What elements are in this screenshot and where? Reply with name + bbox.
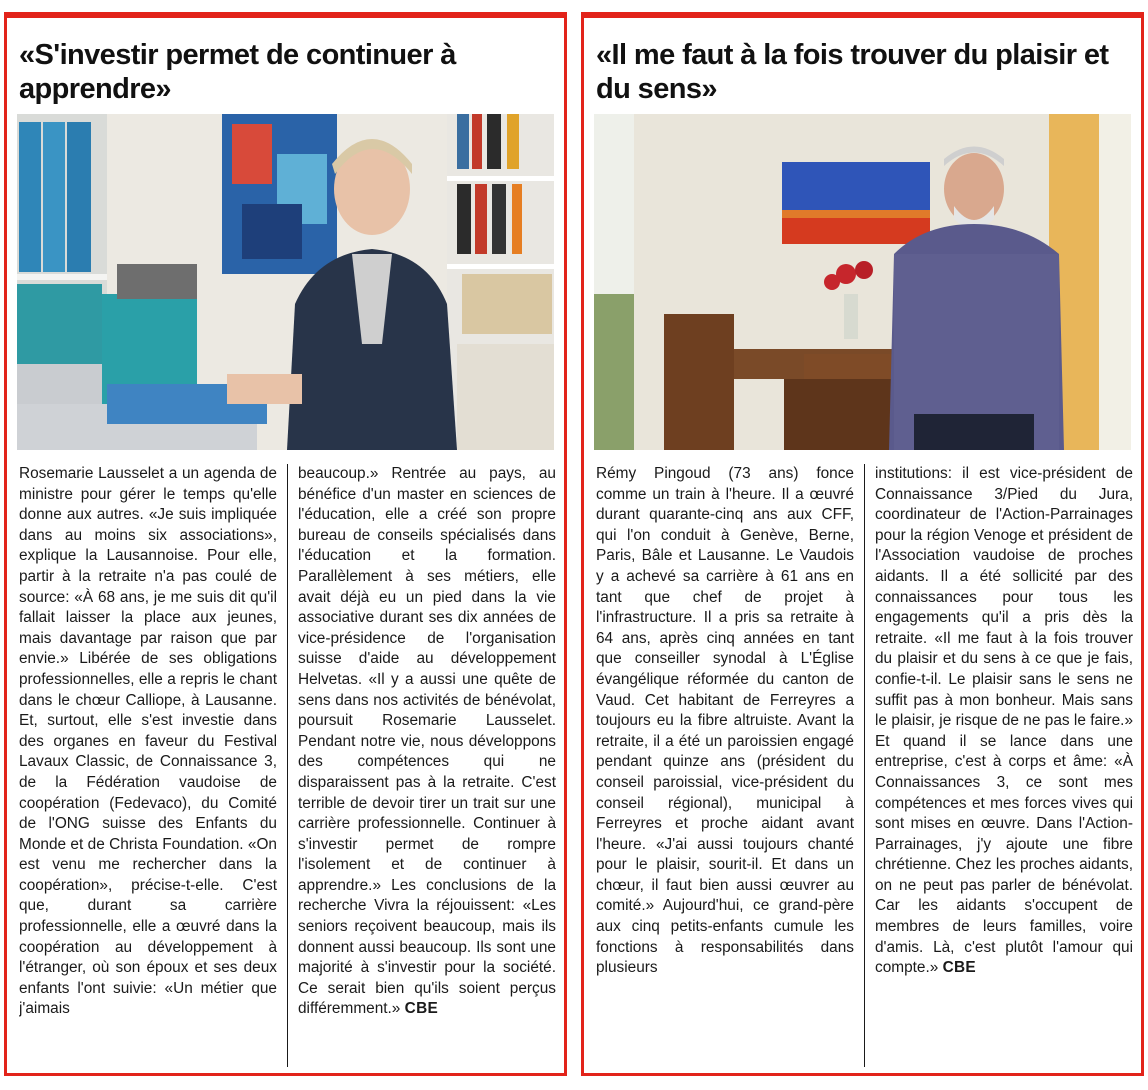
article-left-photo bbox=[17, 114, 554, 450]
article-left-body bbox=[19, 464, 556, 1067]
article-left-column-1: Rosemarie Lausselet a un agenda de ministre pour gérer le temps qu'elle donne aux autres. «Je suis impliquée dans au moins six associations», explique la Lausannoise. Pour elle, partir à la retraite n'a pas coulé de source: «À 68 ans, je me suis dit qu'il fallait laisser la place aux jeunes, mais davantage par raison que par envie.» Libérée de ses obligations professionnelles, elle a repris le chant dans le chœur Calliope, à Lausanne. Et, surtout, elle s'est investie dans des organes en faveur du Festival Lavaux Classic, de Connaissance 3, de la Fédération vaudoise de coopération (Fedevaco), du Comité de l'ONG suisse des Enfants du Monde et de Christa Foundation. «On est venu me rechercher dans la coopération», précise-t-elle. C'est que, durant sa carrière professionnelle, elle a œuvré dans la coopération au développement à l'étranger, où son époux et ses deux enfants l'ont suivie: «Un métier que j'aimais bbox=[19, 465, 277, 1018]
article-left-column-2 bbox=[287, 464, 556, 1067]
article-right-signature: CBE bbox=[942, 959, 976, 977]
article-left-signature: CBE bbox=[404, 1000, 439, 1018]
article-left-column-2-text: beaucoup.» Rentrée au pays, au bénéfice d'un master en sciences de l'éducation, elle a créé son propre bureau de conseils spécialisés dans l'éducation et la formation. Parallèlement à ses métiers, elle avait déjà eu un pied dans la vie associative durant ses dix années de vice-présidence de l'organisation suisse d'aide au développement Helvetas. «Il y a aussi une quête de sens dans nos activités de bénévolat, poursuit Rosemarie Lausselet. Pendant notre vie, nous développons des compétences qui ne disparaissent pas à la retraite. C'est terrible de devoir tirer un trait sur une carrière professionnelle. Continuer à s'investir permet de rompre l'isolement et de continuer à apprendre.» Les conclusions de la recherche Vivra la réjouissent: «Les seniors reçoivent beaucoup, mais ils donnent aussi beaucoup. Ils sont une majorité à s'investir pour la société. Ce serait bien qu'ils soient perçus différemment.» bbox=[298, 465, 556, 1018]
article-right-column-2 bbox=[864, 464, 1133, 1067]
article-left bbox=[4, 12, 567, 1076]
article-right-body bbox=[596, 464, 1133, 1067]
article-right-headline: «Il me faut à la fois trouver du plaisir et du sens» bbox=[596, 39, 1109, 105]
article-right bbox=[581, 12, 1144, 1076]
article-left-headline: «S'investir permet de continuer à apprendre» bbox=[19, 39, 456, 105]
article-right-column-2-text: institutions: il est vice-président de Connaissance 3/Pied du Jura, coordinateur de l'Action-Parrainages pour la région Venoge et président de l'Association vaudoise de proches aidants. Il a été sollicité par des connaissances pour tous les engagements qu'il a pris dès la retraite. «Il me faut à la fois trouver du plaisir et du sens à ce que je fais, confie-t-il. Le plaisir sans le sens ne suffit pas à mon bonheur. Mais sans le plaisir, je risque de ne pas le faire.» Et quand il se lance dans une entreprise, c'est à corps et âme: «À Connaissances 3, ce sont mes compétences et mes forces vives qui sont mises en œuvre. Dans l'Action-Parrainages, j'y ajoute une fibre chrétienne. Chez les proches aidants, on ne peut pas parler de bénévolat. Car les aidants s'occupent de membres de leurs familles, voire d'amis. Là, c'est plutôt l'amour qui compte.» bbox=[875, 465, 1133, 977]
article-right-column-1: Rémy Pingoud (73 ans) fonce comme un train à l'heure. Il a œuvré durant quarante-cinq ans aux CFF, qui l'on conduit à Genève, Berne, Paris, Bâle et Lausanne. Le Vaudois y a achevé sa carrière à 61 ans en tant que chef de projet à l'infrastructure. Il a pris sa retraite à 64 ans, après cinq années en tant que conseiller synodal à L'Église évangélique réformée du canton de Vaud. Cet habitant de Ferreyres a toujours eu la fibre altruiste. Avant la retraite, il a été un paroissien engagé pendant quinze ans (président du conseil paroissial, vice-président du conseil régional), municipal à Ferreyres et proche aidant avant l'heure. «J'ai aussi toujours chanté pour le plaisir, sourit-il. Et dans un chœur, il faut bien aussi œuvrer au comité.» Aujourd'hui, ce grand-père aux cinq petits-enfants cumule les fonctions à responsabilités dans plusieurs bbox=[596, 465, 854, 977]
article-right-photo bbox=[594, 114, 1131, 450]
